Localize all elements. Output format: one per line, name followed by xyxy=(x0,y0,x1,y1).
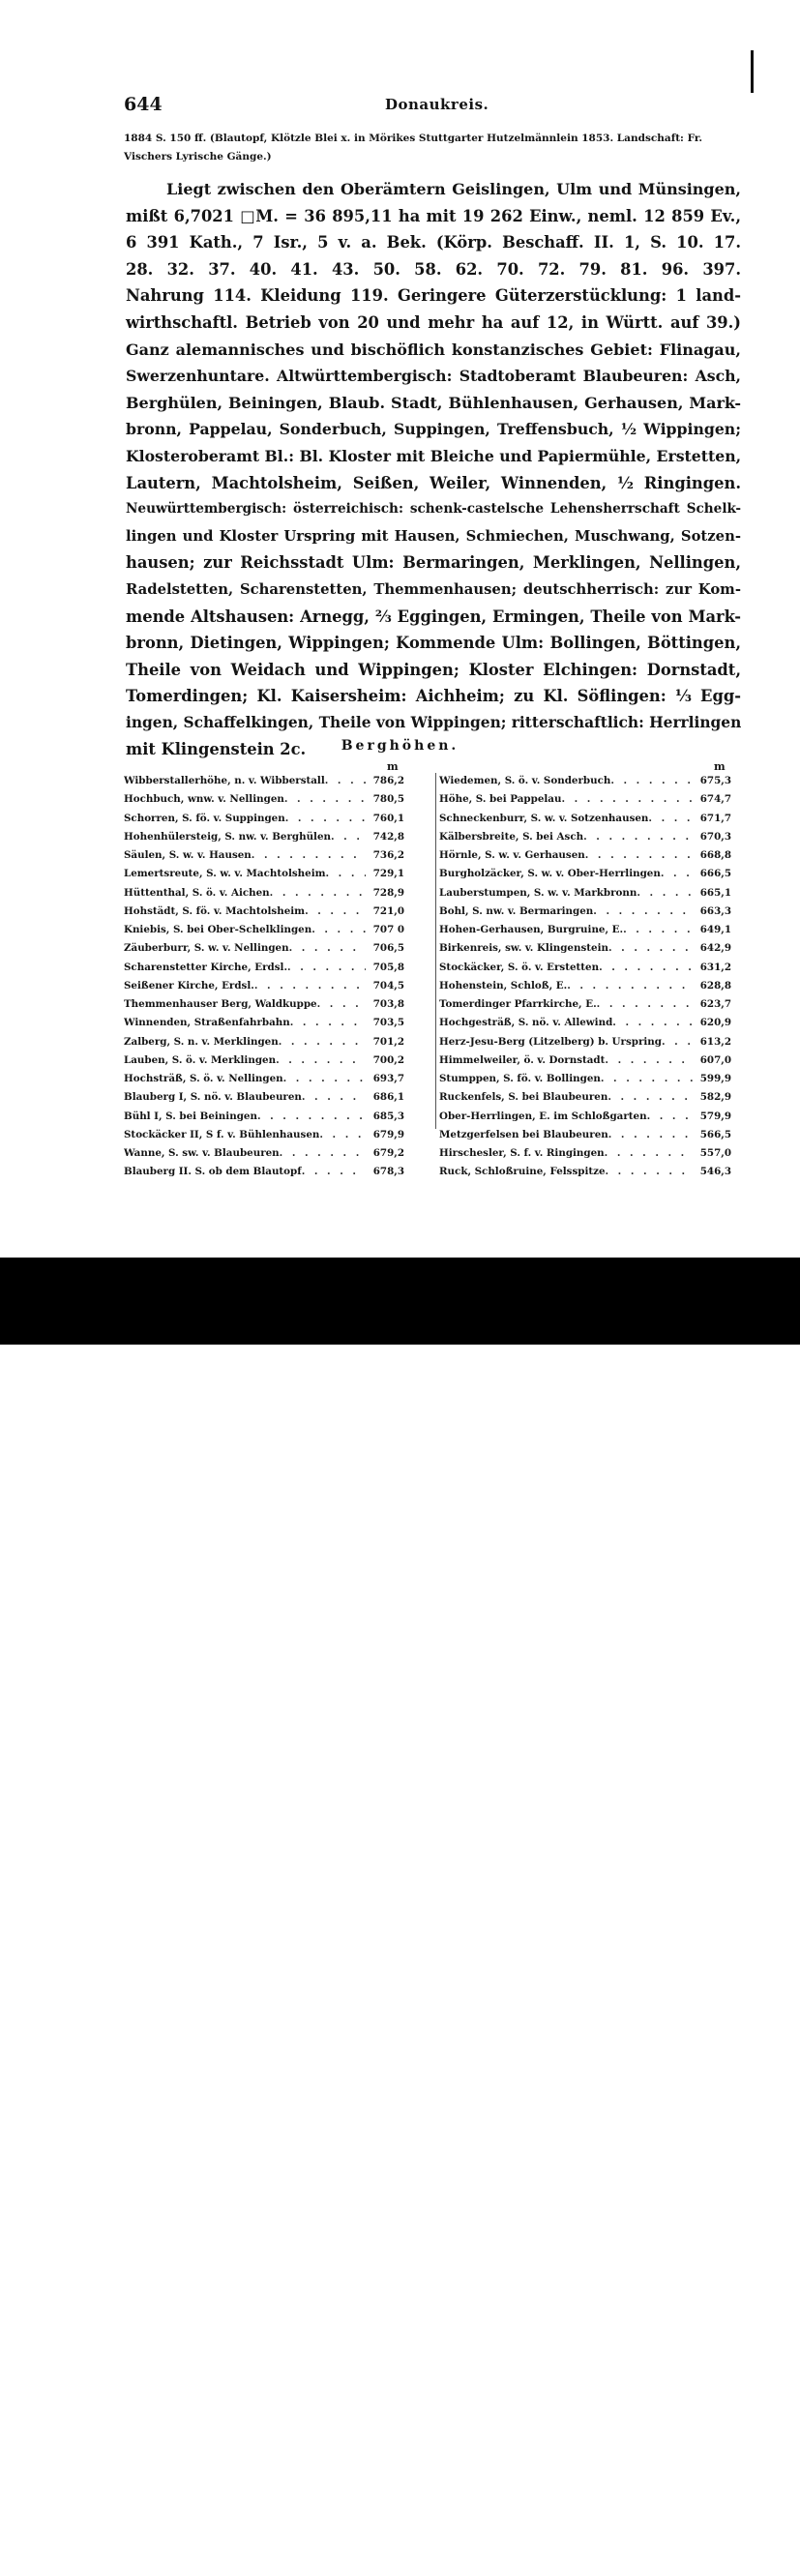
leader-dots xyxy=(326,865,366,883)
height-value: 566,5 xyxy=(699,1128,731,1140)
image-id: Image ID: KX40JB xyxy=(683,2535,779,2549)
body-line: Klosteroberamt Bl.: Bl. Kloster mit Bleiche und Papiermühle, Erstetten, xyxy=(126,446,742,465)
peak-name: Wanne, S. sw. v. Blaubeuren xyxy=(124,1147,280,1159)
height-row xyxy=(439,828,731,846)
leader-dots xyxy=(257,1108,366,1126)
height-row xyxy=(439,1144,731,1163)
height-row xyxy=(124,1051,404,1070)
peak-name: Stockäcker, S. ö. v. Erstetten xyxy=(439,961,600,973)
body-line: bronn, Pappelau, Sonderbuch, Suppingen, Treffensbuch, ½ Wippingen; xyxy=(126,420,741,439)
height-row xyxy=(439,772,731,790)
height-row xyxy=(439,921,731,939)
height-value: 674,7 xyxy=(699,793,731,806)
leader-dots xyxy=(279,1033,366,1051)
leader-dots xyxy=(311,921,366,939)
leader-dots xyxy=(290,1014,366,1032)
height-value: 678,3 xyxy=(372,1166,404,1178)
leader-dots xyxy=(605,1144,693,1163)
leader-dots xyxy=(605,1051,693,1070)
peak-name: Lemertsreute, S. w. v. Machtolsheim xyxy=(124,868,326,880)
body-line: mißt 6,7021 □M. = 36 895,11 ha mit 19 262 Einw., neml. 12 859 Ev., xyxy=(126,206,741,225)
peak-name: Hochbuch, wnw. v. Nellingen xyxy=(124,793,284,806)
peak-name: Blauberg II. S. ob dem Blautopf xyxy=(124,1166,302,1178)
body-line: Theile von Weidach und Wippingen; Kloster Elchingen: Dornstadt, xyxy=(126,660,741,679)
height-row xyxy=(124,959,404,977)
height-value: 685,3 xyxy=(372,1110,404,1122)
leader-dots xyxy=(331,828,366,846)
height-value: 557,0 xyxy=(699,1147,731,1159)
height-value: 607,0 xyxy=(699,1053,731,1066)
peak-name: Burgholzäcker, S. w. v. Ober-Herrlingen xyxy=(439,868,661,880)
peak-name: Ober-Herrlingen, E. im Schloßgarten xyxy=(439,1110,647,1122)
peak-name: Bühl I, S. bei Beiningen xyxy=(124,1110,257,1122)
peak-name: Hochsträß, S. ö. v. Nellingen xyxy=(124,1073,283,1084)
body-line: mende Altshausen: Arnegg, ⅔ Eggingen, Ermingen, Theile von Mark- xyxy=(126,607,741,626)
site-url: www.alamy.com xyxy=(696,2552,779,2565)
height-value: 742,8 xyxy=(372,830,404,843)
height-value: 728,9 xyxy=(372,886,404,899)
note-line: 1884 S. 150 ff. (Blautopf, Klötzle Blei x. in Mörikes Stuttgarter Hutzelmännlein 1853. Landschaft: Fr. xyxy=(124,133,703,144)
height-value: 729,1 xyxy=(372,868,404,880)
leader-dots xyxy=(283,1070,366,1088)
height-row xyxy=(124,921,404,939)
image-id-block xyxy=(683,2534,779,2567)
height-row xyxy=(439,1051,731,1070)
body-line: Nahrung 114. Kleidung 119. Geringere Güterzerstücklung: 1 land- xyxy=(126,286,741,306)
height-row xyxy=(439,939,731,958)
height-value: 700,2 xyxy=(372,1053,404,1066)
height-value: 721,0 xyxy=(372,904,404,917)
body-line: Neuwürttembergisch: österreichisch: schenk-castelsche Lehensherrschaft Schelk- xyxy=(126,501,741,518)
height-row xyxy=(124,1108,404,1126)
leader-dots xyxy=(280,1144,366,1163)
height-value: 599,9 xyxy=(699,1073,731,1084)
height-row xyxy=(124,977,404,995)
leader-dots xyxy=(601,1070,693,1088)
brand-logo: alamy xyxy=(23,2532,129,2575)
height-row xyxy=(124,1163,404,1181)
peak-name: Lauberstumpen, S. w. v. Markbronn xyxy=(439,886,637,899)
leader-dots xyxy=(599,959,693,977)
peak-name: Ruck, Schloßruine, Felsspitze xyxy=(439,1166,606,1178)
height-value: 668,8 xyxy=(699,849,731,861)
leader-dots xyxy=(610,772,693,790)
section-title: Berghöhen. xyxy=(341,738,459,754)
height-row xyxy=(124,884,404,903)
body-line: Liegt zwischen den Oberämtern Geislingen, Ulm und Münsingen, xyxy=(166,180,741,198)
height-value: 613,2 xyxy=(699,1035,731,1048)
peak-name: Hohstädt, S. fö. v. Machtolsheim xyxy=(124,904,306,917)
peak-name: Zäuberburr, S. w. v. Nellingen xyxy=(124,942,289,955)
unit-label-left: m xyxy=(387,760,399,773)
leader-dots xyxy=(284,790,366,809)
leader-dots xyxy=(270,884,366,903)
unit-label-right: m xyxy=(714,760,726,773)
leader-dots xyxy=(662,1033,693,1051)
footnote-continuation xyxy=(124,130,743,166)
leader-dots xyxy=(606,1163,693,1181)
peak-name: Seißener Kirche, Erdsl. xyxy=(124,979,254,992)
height-value: 649,1 xyxy=(699,924,731,935)
height-value: 628,8 xyxy=(699,979,731,992)
height-value: 675,3 xyxy=(699,775,731,786)
height-row xyxy=(439,1033,731,1051)
height-row xyxy=(439,1108,731,1126)
leader-dots xyxy=(319,1126,366,1144)
peak-name: Bohl, S. nw. v. Bermaringen xyxy=(439,904,594,917)
peak-name: Hirschesler, S. f. v. Ringingen xyxy=(439,1147,605,1159)
body-line: hausen; zur Reichsstadt Ulm: Bermaringen, Merklingen, Nellingen, xyxy=(126,553,741,573)
peak-name: Birkenreis, sw. v. Klingenstein xyxy=(439,942,608,955)
leader-dots xyxy=(302,1163,366,1181)
height-value: 623,7 xyxy=(699,998,731,1010)
stock-footer-bar xyxy=(0,1258,800,2575)
height-value: 704,5 xyxy=(372,979,404,992)
peak-name: Wibberstallerhöhe, n. v. Wibberstall xyxy=(124,775,325,786)
body-line: Tomerdingen; Kl. Kaisersheim: Aichheim; zu Kl. Söflingen: ⅓ Egg- xyxy=(126,687,741,706)
peak-name: Themmenhauser Berg, Waldkuppe xyxy=(124,998,317,1010)
height-row xyxy=(124,995,404,1014)
body-line: wirthschaftl. Betrieb von 20 und mehr ha auf 12, in Württ. auf 39.) xyxy=(126,312,741,332)
height-value: 780,5 xyxy=(372,793,404,806)
leader-dots xyxy=(561,790,693,809)
peak-name: Säulen, S. w. v. Hausen xyxy=(124,849,252,861)
heights-table-left xyxy=(124,772,404,1182)
peak-name: Stumppen, S. fö. v. Bollingen xyxy=(439,1073,601,1084)
body-line: Swerzenhuntare. Altwürttembergisch: Stadtoberamt Blaubeuren: Asch, xyxy=(126,367,741,386)
height-value: 631,2 xyxy=(699,961,731,973)
scanned-page xyxy=(0,0,800,1258)
leader-dots xyxy=(302,1088,366,1107)
height-value: 703,8 xyxy=(372,998,404,1010)
peak-name: Blauberg I, S. nö. v. Blaubeuren xyxy=(124,1091,302,1104)
leader-dots xyxy=(254,977,366,995)
peak-name: Kniebis, S. bei Ober-Schelklingen xyxy=(124,924,312,935)
leader-dots xyxy=(661,865,693,883)
leader-dots xyxy=(305,903,366,921)
peak-name: Stockäcker II, S f. v. Bühlenhausen xyxy=(124,1128,320,1140)
height-value: 620,9 xyxy=(699,1017,731,1029)
height-row xyxy=(124,846,404,865)
leader-dots xyxy=(607,1088,693,1107)
height-row xyxy=(439,1014,731,1032)
peak-name: Zalberg, S. n. v. Merklingen xyxy=(124,1035,279,1048)
peak-name: Höhe, S. bei Pappelau xyxy=(439,793,562,806)
height-value: 705,8 xyxy=(372,961,404,973)
leader-dots xyxy=(647,1108,693,1126)
height-row xyxy=(439,865,731,883)
peak-name: Schorren, S. fö. v. Suppingen xyxy=(124,812,285,824)
body-line: 28. 32. 37. 40. 41. 43. 50. 58. 62. 70. 72. 79. 81. 96. 397. xyxy=(126,259,741,279)
body-line: 6 391 Kath., 7 Isr., 5 v. a. Bek. (Körp. Beschaff. II. 1, S. 10. 17. xyxy=(126,233,741,252)
height-row xyxy=(439,1126,731,1144)
height-value: 693,7 xyxy=(372,1073,404,1084)
leader-dots xyxy=(593,903,693,921)
height-row xyxy=(439,810,731,828)
height-row xyxy=(439,959,731,977)
height-row xyxy=(124,772,404,790)
leader-dots xyxy=(285,810,366,828)
body-line: lingen und Kloster Urspring mit Hausen, Schmiechen, Muschwang, Sotzen- xyxy=(126,527,741,545)
height-value: 663,3 xyxy=(699,904,731,917)
height-value: 671,7 xyxy=(699,812,731,824)
height-value: 665,1 xyxy=(699,886,731,899)
height-value: 679,9 xyxy=(372,1128,404,1140)
height-value: 736,2 xyxy=(372,849,404,861)
height-row xyxy=(439,1088,731,1107)
leader-dots xyxy=(637,884,693,903)
body-line: Berghülen, Beiningen, Blaub. Stadt, Bühlenhausen, Gerhausen, Mark- xyxy=(126,393,741,412)
leader-dots xyxy=(612,1014,693,1032)
height-row xyxy=(439,977,731,995)
height-value: 707 0 xyxy=(372,924,404,935)
height-value: 679,2 xyxy=(372,1147,404,1159)
peak-name: Scharenstetter Kirche, Erdsl. xyxy=(124,961,288,973)
peak-name: Hohenstein, Schloß, E. xyxy=(439,979,568,992)
height-row xyxy=(439,884,731,903)
height-value: 701,2 xyxy=(372,1035,404,1048)
running-head: Donaukreis. xyxy=(385,96,489,113)
peak-name: Kälbersbreite, S. bei Asch xyxy=(439,830,584,843)
leader-dots xyxy=(648,810,693,828)
column-divider xyxy=(435,773,436,1129)
height-value: 546,3 xyxy=(699,1166,731,1178)
height-row xyxy=(124,1144,404,1163)
body-line: mit Klingenstein 2c. xyxy=(126,740,307,759)
leader-dots xyxy=(583,828,693,846)
height-row xyxy=(124,1088,404,1107)
peak-name: Hochgesträß, S. nö. v. Allewind xyxy=(439,1017,613,1029)
peak-name: Lauben, S. ö. v. Merklingen xyxy=(124,1053,277,1066)
body-line: Lautern, Machtolsheim, Seißen, Weiler, Winnenden, ½ Ringingen. xyxy=(126,473,741,492)
height-value: 579,9 xyxy=(699,1110,731,1122)
peak-name: Hohen-Gerhausen, Burgruine, E. xyxy=(439,924,624,935)
leader-dots xyxy=(325,772,366,790)
peak-name: Winnenden, Straßenfahrbahn xyxy=(124,1017,290,1029)
height-row xyxy=(124,1126,404,1144)
height-row xyxy=(439,846,731,865)
leader-dots xyxy=(289,939,366,958)
height-row xyxy=(124,828,404,846)
leader-dots xyxy=(608,1126,693,1144)
height-value: 582,9 xyxy=(699,1091,731,1104)
peak-name: Hüttenthal, S. ö. v. Aichen xyxy=(124,886,270,899)
height-row xyxy=(124,903,404,921)
peak-name: Metzgerfelsen bei Blaubeuren xyxy=(439,1128,608,1140)
body-line: Ganz alemannisches und bischöflich konstanzisches Gebiet: Flinagau, xyxy=(126,340,741,359)
leader-dots xyxy=(567,977,693,995)
height-row xyxy=(124,1014,404,1032)
body-line: Radelstetten, Scharenstetten, Themmenhausen; deutschherrisch: zur Kom- xyxy=(126,580,741,598)
peak-name: Tomerdinger Pfarrkirche, E. xyxy=(439,998,597,1010)
height-row xyxy=(439,1070,731,1088)
main-paragraph xyxy=(126,176,741,763)
leader-dots xyxy=(276,1051,366,1070)
peak-name: Himmelweiler, ö. v. Dornstadt xyxy=(439,1053,606,1066)
height-row xyxy=(439,790,731,809)
height-row xyxy=(124,1070,404,1088)
peak-name: Herz-Jesu-Berg (Litzelberg) b. Urspring xyxy=(439,1035,662,1048)
height-value: 686,1 xyxy=(372,1091,404,1104)
height-value: 706,5 xyxy=(372,942,404,955)
heights-table-right xyxy=(439,772,731,1182)
peak-name: Wiedemen, S. ö. v. Sonderbuch xyxy=(439,775,611,786)
body-line: ingen, Schaffelkingen, Theile von Wippingen; ritterschaftlich: Herrlingen xyxy=(126,713,742,731)
height-row xyxy=(439,1163,731,1181)
height-value: 786,2 xyxy=(372,775,404,786)
height-value: 760,1 xyxy=(372,812,404,824)
height-row xyxy=(124,939,404,958)
page-number: 644 xyxy=(124,94,163,115)
height-row xyxy=(439,903,731,921)
height-row xyxy=(124,810,404,828)
leader-dots xyxy=(287,959,366,977)
height-row xyxy=(124,790,404,809)
peak-name: Schneckenburr, S. w. v. Sotzenhausen xyxy=(439,812,649,824)
height-value: 703,5 xyxy=(372,1017,404,1029)
note-line: Vischers Lyrische Gänge.) xyxy=(124,151,272,163)
leader-dots xyxy=(623,921,693,939)
peak-name: Hohenhülersteig, S. nw. v. Berghülen xyxy=(124,830,332,843)
leader-dots xyxy=(597,995,693,1014)
leader-dots xyxy=(608,939,693,958)
height-value: 670,3 xyxy=(699,830,731,843)
leader-dots xyxy=(585,846,693,865)
height-row xyxy=(124,865,404,883)
height-value: 642,9 xyxy=(699,942,731,955)
height-value: 666,5 xyxy=(699,868,731,880)
peak-name: Ruckenfels, S. bei Blaubeuren xyxy=(439,1091,608,1104)
leader-dots xyxy=(317,995,366,1014)
leader-dots xyxy=(252,846,366,865)
height-row xyxy=(124,1033,404,1051)
body-line: bronn, Dietingen, Wippingen; Kommende Ulm: Bollingen, Böttingen, xyxy=(126,634,741,653)
height-row xyxy=(439,995,731,1014)
peak-name: Hörnle, S. w. v. Gerhausen xyxy=(439,849,585,861)
scan-edge-mark xyxy=(751,50,754,93)
